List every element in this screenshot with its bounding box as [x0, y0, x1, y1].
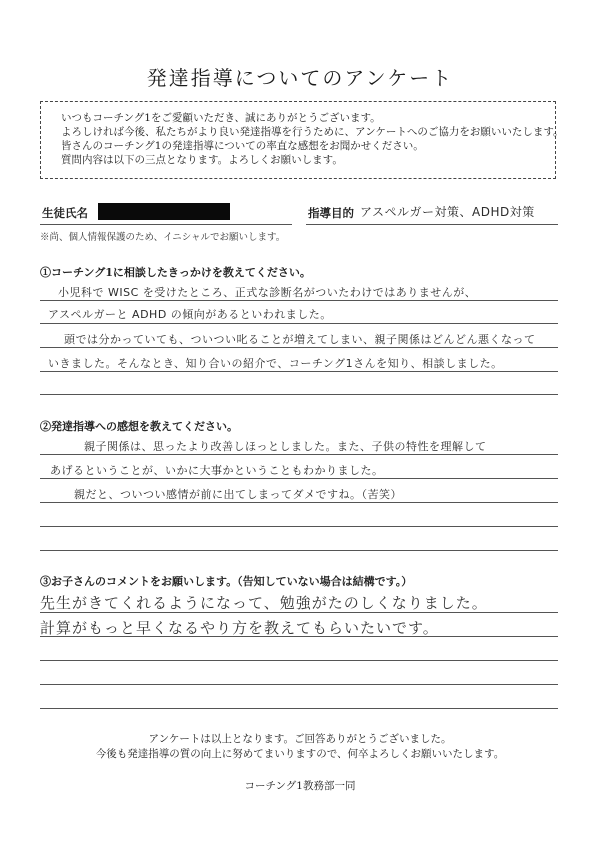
- question-2: ②発達指導への感想を教えてください。: [40, 420, 238, 433]
- purpose-underline: [306, 224, 558, 225]
- footer-line: アンケートは以上となります。ご回答ありがとうございました。: [148, 733, 452, 745]
- footer-signature: コーチング1教務部一同: [244, 780, 356, 792]
- name-underline: [40, 224, 292, 225]
- question-3: ③お子さんのコメントをお願いします。（告知していない場合は結構です。）: [40, 575, 413, 588]
- answer-rule: [40, 636, 558, 637]
- answer-rule: [40, 323, 558, 324]
- answer-2-line: あげるということが、いかに大事かということもわかりました。: [50, 464, 384, 477]
- answer-1-line: アスペルガーと ADHD の傾向があるといわれました。: [48, 308, 332, 321]
- privacy-note: ※尚、個人情報保護のため、イニシャルでお願いします。: [40, 232, 286, 243]
- intro-box: [40, 101, 564, 179]
- survey-title: 発達指導についてのアンケート: [146, 66, 454, 90]
- answer-3-line: 先生がきてくれるようになって、勉強がたのしくなりました。: [40, 594, 488, 612]
- answer-3-line: 計算がもっと早くなるやり方を教えてもらいたいです。: [40, 619, 439, 637]
- intro-line: 皆さんのコーチング1の発達指導についての率直な感想をお聞かせください。: [61, 140, 424, 152]
- answer-rule: [40, 612, 558, 613]
- intro-line: よろしければ今後、私たちがより良い発達指導を行うために、アンケートへのご協力をお願いいたします。: [61, 126, 564, 138]
- answer-rule: [40, 394, 558, 395]
- question-1: ①コーチング1に相談したきっかけを教えてください。: [40, 266, 311, 279]
- answer-rule: [40, 347, 558, 348]
- answer-rule: [40, 478, 558, 479]
- purpose-label: 指導目的: [308, 206, 354, 220]
- answer-rule: [40, 550, 558, 551]
- answer-rule: [40, 371, 558, 372]
- intro-line: 質問内容は以下の三点となります。よろしくお願いします。: [61, 154, 343, 166]
- purpose-value: アスペルガー対策、ADHD対策: [360, 205, 535, 219]
- answer-rule: [40, 526, 558, 527]
- intro-line: いつもコーチング1をご愛顧いただき、誠にありがとうございます。: [61, 112, 381, 124]
- answer-rule: [40, 300, 558, 301]
- footer-line: 今後も発達指導の質の向上に努めてまいりますので、何卒よろしくお願いいたします。: [95, 748, 505, 760]
- answer-1-line: 小児科で WISC を受けたところ、正式な診断名がついたわけではありませんが、: [58, 286, 477, 299]
- answer-rule: [40, 502, 558, 503]
- answer-1-line: いきました。そんなとき、知り合いの紹介で、コーチング1さんを知り、相談しました。: [48, 357, 503, 370]
- answer-rule: [40, 684, 558, 685]
- answer-rule: [40, 708, 558, 709]
- answer-2-line: 親だと、ついつい感情が前に出てしまってダメですね。（苦笑）: [74, 488, 402, 501]
- answer-1-line: 頭では分かっていても、ついつい叱ることが増えてしまい、親子関係はどんどん悪くなって: [64, 333, 536, 346]
- answer-2-line: 親子関係は、思ったより改善しほっとしました。また、子供の特性を理解して: [84, 440, 487, 453]
- answer-rule: [40, 454, 558, 455]
- redacted-name: [98, 203, 230, 220]
- student-name-label: 生徒氏名: [42, 206, 88, 220]
- answer-rule: [40, 660, 558, 661]
